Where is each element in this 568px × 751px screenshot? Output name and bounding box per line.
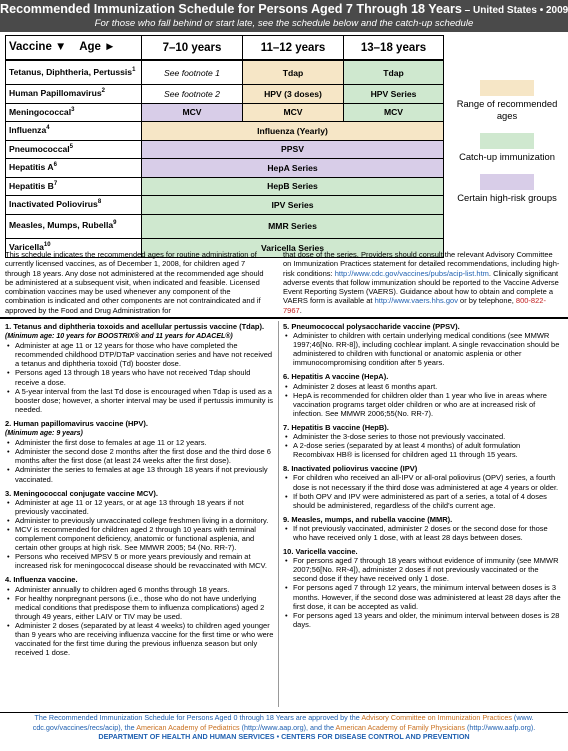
footnote-item: • Administer to children with certain underlying medical conditions (see MMWR 1997;46[No. RR-8]), including cochlear implant. A single revaccination should be administered to children with functional or anatomic asplenia or other immunocompromising condition after 5 years. (293, 331, 563, 367)
schedule-cell: IPV Series (142, 196, 443, 214)
footnote-item: • Administer annually to children aged 6 months through 18 years. (15, 585, 275, 594)
footnote-item: • Administer to previously unvaccinated college freshmen living in a dormitory. (15, 516, 275, 525)
footnote-item: • Administer the series to females at age 13 through 18 years if not previously vaccinated. (15, 465, 275, 483)
footnote-item: • Persons aged 13 through 18 years who have not received Tdap should receive a dose. (15, 368, 275, 386)
page-header (0, 0, 568, 32)
vaccine-name: Measles, Mumps, Rubella$^9$ (6, 215, 142, 238)
age-header-11-12: 11–12 years (243, 36, 344, 59)
footnote-section (5, 489, 275, 571)
schedule-cell: HPV Series (344, 85, 443, 103)
vaers-link[interactable]: http://www.vaers.hhs.gov (374, 296, 458, 306)
vaccine-name: Pneumococcal$^5$ (6, 141, 142, 159)
footnote-section (283, 515, 563, 542)
footnote-section (283, 423, 563, 459)
footnote-item: • If not previously vaccinated, administer 2 doses or the second dose for those who have received only 1 dose, with at least 28 days between doses. (293, 524, 563, 542)
footnote-section (283, 464, 563, 509)
table-row (6, 178, 443, 197)
schedule-cell: MCV (243, 104, 344, 122)
table-row (6, 61, 443, 85)
vaccine-name: Varicella$^{10}$ (6, 239, 142, 258)
schedule-cell: Varicella Series (142, 239, 443, 258)
legend-swatch-highrisk (480, 174, 534, 190)
footnote-item: • For persons aged 7 through 12 years, the minimum interval between doses is 3 months. However, if the second dose was administered at least 28 days after the first dose, it can be accepted as valid. (293, 583, 563, 610)
footnote-item: • A 5-year interval from the last Td dose is encouraged when Tdap is used as a booster dose; however, a shorter interval may be used if pertussis immunity is needed. (15, 387, 275, 414)
legend-swatch-catchup (480, 133, 534, 149)
footnote-item: • Administer the first dose to females at age 11 or 12 years. (15, 438, 275, 447)
vaccine-name: Hepatitis $B^7$ (6, 178, 142, 196)
legend (451, 80, 563, 215)
schedule-cell: MCV (142, 104, 243, 122)
schedule-cell: HepB Series (142, 178, 443, 196)
footnote-title: 6. Hepatitis A vaccine (HepA). (283, 372, 389, 382)
schedule-cell: MMR Series (142, 215, 443, 238)
footnote-section (5, 575, 275, 657)
age-header-13-18: 13–18 years (360, 41, 427, 54)
table-row (6, 159, 443, 178)
footnote-note: (Minimum age: 9 years) (5, 430, 83, 438)
footnote-section (283, 372, 563, 417)
legend-label-highrisk: Certain high-risk groups (457, 192, 557, 203)
acip-link[interactable]: http://www.cdc.gov/vaccines/pubs/acip-list.htm (334, 268, 489, 278)
footer-line-2: cdc.gov/vaccines/recs/acip), the American Academy of Pediatrics (http://www.aap.org), and the American Academy of Family Physicians (http://www.aafp.org). (32, 722, 536, 732)
table-row (6, 141, 443, 160)
schedule-cell: PPSV (142, 141, 443, 159)
vaccine-name: Influenza$^4$ (6, 122, 142, 140)
schedule-cell: Tdap (344, 61, 443, 84)
intro-text-left: This schedule indicates the recommended ages for routine administration of currently licensed vaccines, as of December 1, 2008, for children aged 7 through 18 years. Any dose not administered at the recommended age should be administered at a subsequent visit, when indicated and feasible. Licensed combination vaccines may be used whenever any component of the combination is indicated and other components are not contraindicated and if approved by the Food and Drug Administration for (5, 250, 264, 315)
footnote-title: 7. Hepatitis B vaccine (HepB). (283, 422, 389, 432)
schedule-cell: HepA Series (142, 159, 443, 177)
footnotes-left (5, 322, 275, 662)
footnote-item: • If both OPV and IPV were administered as part of a series, a total of 4 doses should be administered, regardless of the child's current age. (293, 492, 563, 510)
page-footer (0, 712, 568, 751)
footnote-ref: See footnote 1 (164, 67, 220, 78)
page-subtitle: For those who fall behind or start late, see the schedule below and the catch-up schedule (94, 18, 474, 29)
legend-label-catchup: Catch-up immunization (459, 151, 555, 162)
table-row (6, 85, 443, 104)
footnote-item: • Administer 2 doses (separated by at least 4 weeks) to children aged younger than 9 years who are receiving influenza vaccine for the first time or who were vaccinated for the first time during the previous influenza season but only received 1 dose. (15, 621, 275, 657)
table-row (6, 122, 443, 141)
intro-text-right: that dose of the series. Providers should consult the relevant Advisory Committee on Immunization Practices statement for detailed recommendations, including high-risk conditions: http://www.cdc.gov/vaccines/pubs/acip-list.htm. Clinically significant adverse events that follow immunization should be reported to the Vaccine Adverse Event Reporting System (VAERS). Guidance about how to obtain and complete a VAERS form is available at http://www.vaers.hhs.gov or by telephone, 800-822-7967. (283, 250, 560, 315)
legend-swatch-range (480, 80, 534, 96)
footnote-item: • Administer the second dose 2 months after the first dose and the third dose 6 months after the first dose (at least 24 weeks after the first dose). (15, 447, 275, 465)
schedule-cell: Influenza (Yearly) (142, 122, 443, 140)
table-row (6, 196, 443, 215)
footnote-title: 9. Measles, mumps, and rubella vaccine (MMR). (283, 514, 453, 524)
footnotes-right (283, 322, 563, 634)
footnote-note: (Minimum age: 10 years for BOOSTRIX® and 11 years for ADACEL®) (5, 333, 233, 341)
section-divider (0, 317, 568, 319)
footnote-section (283, 322, 563, 367)
footnote-section (5, 419, 275, 484)
footnote-item: • Persons who received MPSV 5 or more years previously and remain at increased risk for meningococcal disease should be revaccinated with MCV. (15, 552, 275, 570)
table-row (6, 104, 443, 123)
footnote-item: • A 2-dose series (separated by at least 4 months) of adult formulation Recombivax HB® is licensed for children aged 11 through 15 years. (293, 441, 563, 459)
vaccine-age-header: Vaccine ▼ Age ► (6, 36, 142, 59)
vaccine-name: Tetanus, Diphtheria, Pertussis$^1$ (6, 61, 142, 84)
footnote-item: • For persons aged 7 through 18 years without evidence of immunity (see MMWR 2007;56[No. RR-4]), administer 2 doses if not previously vaccinated or the second dose if they have received only 1 dose. (293, 556, 563, 583)
footnote-title: 3. Meningococcal conjugate vaccine MCV). (5, 488, 158, 498)
vaccine-name: Human Papillomavirus$^2$ (6, 85, 142, 103)
footnote-ref: See footnote 2 (164, 88, 220, 99)
vaccine-name: Hepatitis $A^6$ (6, 159, 142, 177)
footnote-title: 2. Human papillomavirus vaccine (HPV). (Minimum age: 9 years) (5, 418, 148, 438)
footnote-title: 4. Influenza vaccine. (5, 575, 78, 585)
footer-agency: DEPARTMENT OF HEALTH AND HUMAN SERVICES • CENTERS FOR DISEASE CONTROL AND PREVENTION (98, 732, 470, 742)
vaccine-name: Meningococcal$^3$ (6, 104, 142, 122)
table-header-row (6, 36, 443, 61)
footer-line-1: The Recommended Immunization Schedule for Persons Aged 0 through 18 Years are approved by the Advisory Committee on Immunization Practices (www. (34, 713, 534, 722)
schedule-cell: Tdap (243, 61, 344, 84)
vaccine-name: Inactivated Poliovirus$^8$ (6, 196, 142, 214)
footnote-item: • Administer at age 11 or 12 years, or at age 13 through 18 years if not previously vaccinated. (15, 498, 275, 516)
footnote-title: 8. Inactivated poliovirus vaccine (IPV) (283, 464, 418, 474)
schedule-table (5, 35, 444, 258)
footnote-item: • Administer 2 doses at least 6 months apart. (293, 382, 563, 391)
footnote-item: • Administer the 3-dose series to those not previously vaccinated. (293, 432, 563, 441)
page-title: Recommended Immunization Schedule for Persons Aged 7 Through 18 Years – United States • 2009 (0, 2, 568, 16)
footnote-item: • Administer at age 11 or 12 years for those who have completed the recommended childhood DTP/DTaP vaccination series and have not received a tetanus and diphtheria toxoid (Td) booster dose. (15, 341, 275, 368)
footnote-item: • For persons aged 13 years and older, the minimum interval between doses is 28 days. (293, 611, 563, 629)
footnote-title: 5. Pneumococcal polysaccharide vaccine (PPSV). (283, 322, 460, 331)
legend-label-range: Range of recommended ages (456, 98, 558, 121)
footnote-item: • For healthy nonpregnant persons (i.e., those who do not have underlying medical conditions that predispose them to influenza complications) aged 2 through 49 years, either LAIV or TIV may be used. (15, 594, 275, 621)
column-divider (278, 321, 279, 707)
footnote-section (5, 322, 275, 414)
footnote-item: • HepA is recommended for children older than 1 year who live in areas where vaccination programs target older children or who are at increased risk of infection. See MMWR 2006;55(No. RR-7). (293, 391, 563, 418)
vaers-phone: 800-822-7967 (283, 296, 546, 315)
footnote-item: • For children who received an all-IPV or all-oral poliovirus (OPV) series, a fourth dose is not necessary if the third dose was administered at age 4 years or older. (293, 473, 563, 491)
schedule-cell: HPV (3 doses) (243, 85, 344, 103)
schedule-cell: MCV (344, 104, 443, 122)
table-row (6, 215, 443, 239)
footnote-title: 10. Varicella vaccine. (283, 547, 358, 557)
footnote-item: • MCV is recommended for children aged 2 through 10 years with terminal complement component deficiency, anatomic or functional asplenia, and certain other groups at high risk. See MMWR 2005; 54 (No. RR-7). (15, 525, 275, 552)
footnote-section (283, 547, 563, 629)
footnote-title: 1. Tetanus and diphtheria toxoids and acellular pertussis vaccine (Tdap). (Minimum age: 10 years for BOOSTRIX® and 11 years for ADACEL®) (5, 322, 265, 341)
age-header-7-10: 7–10 years (142, 36, 243, 59)
